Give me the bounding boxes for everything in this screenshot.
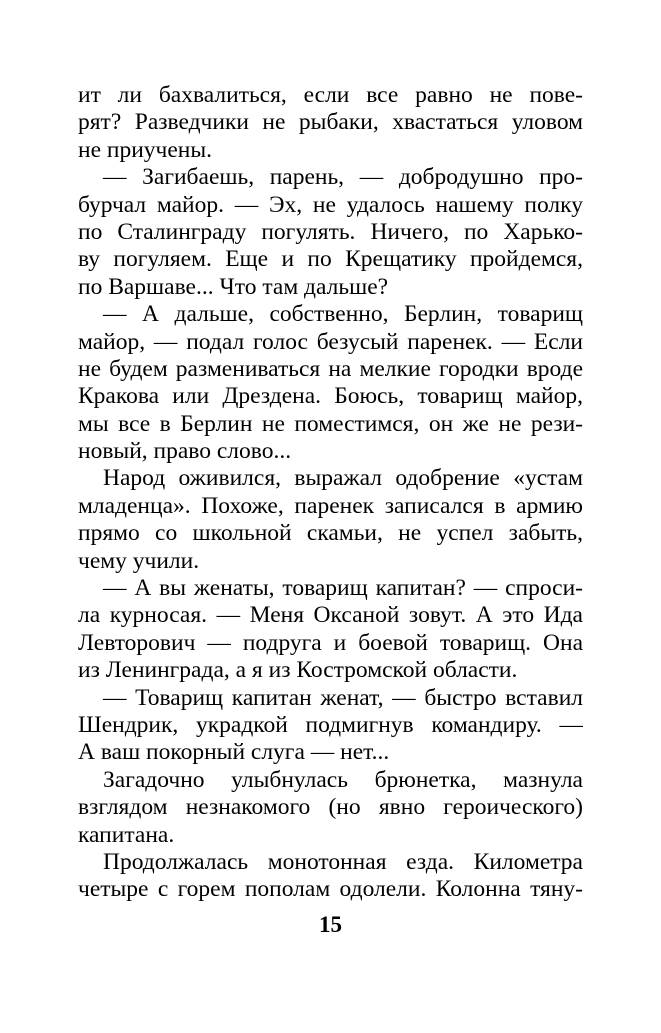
text-line: не приучены.: [78, 136, 213, 163]
text-line: ву погуляем. Еще и по Крещатику пройдемся,: [78, 246, 583, 273]
page-text: [78, 82, 583, 904]
text-line: — Товарищ капитан женат, — быстро вставил: [103, 684, 583, 711]
text-line: — Загибаешь, парень, — добродушно про-: [103, 164, 583, 191]
text-line: из Ленинграда, а я из Костромской области.: [78, 657, 518, 684]
text-line: чему учили.: [78, 547, 200, 574]
paragraph-5: [78, 575, 583, 685]
paragraph-2: [78, 164, 583, 301]
text-line: четыре с горем пополам одолели. Колонна тяну-: [78, 876, 583, 903]
text-line: — А вы женаты, товарищ капитан? — спроси-: [103, 575, 583, 602]
text-line: бурчал майор. — Эх, не удалось нашему полку: [78, 191, 583, 218]
text-line: Левторович — подруга и боевой товарищ. Она: [78, 629, 583, 656]
text-line: Кракова или Дрездена. Боюсь, товарищ майор,: [78, 383, 583, 410]
text-line: мы все в Берлин не поместимся, он же не рези-: [78, 410, 583, 437]
text-line: капитана.: [78, 821, 175, 848]
paragraph-3: [78, 301, 583, 465]
text-line: ит ли бахвалиться, если все равно не пове-: [78, 82, 583, 108]
text-line: новый, право слово...: [78, 438, 292, 465]
text-line: майор, — подал голос безусый паренек. — Если: [78, 328, 583, 355]
text-line: — А дальше, собственно, Берлин, товарищ: [103, 301, 583, 328]
text-line: рят? Разведчики не рыбаки, хвастаться уловом: [78, 109, 583, 136]
text-line: не будем размениваться на мелкие городки вроде: [78, 355, 583, 382]
text-line: по Варшаве... Что там дальше?: [78, 273, 389, 300]
text-line: ла курносая. — Меня Оксаной зовут. А это Ида: [78, 602, 583, 629]
text-line: Шендрик, украдкой подмигнув командиру. —: [78, 711, 583, 738]
page-number: 15: [319, 912, 342, 937]
paragraph-1: [78, 82, 583, 164]
text-line: взглядом незнакомого (но явно героического): [78, 794, 583, 821]
text-line: А ваш покорный слуга — нет...: [78, 739, 390, 766]
text-line: Продолжалась монотонная езда. Километра: [103, 848, 583, 875]
paragraph-4: [78, 465, 583, 575]
text-line: по Сталинграду погулять. Ничего, по Харько-: [78, 218, 583, 245]
paragraph-8: [78, 849, 583, 904]
text-line: прямо со школьной скамьи, не успел забыть,: [78, 520, 583, 547]
text-line: Загадочно улыбнулась брюнетка, мазнула: [103, 766, 583, 793]
text-line: младенца». Похоже, паренек записался в армию: [78, 492, 583, 519]
paragraph-6: [78, 685, 583, 767]
text-line: Народ оживился, выражал одобрение «устам: [103, 465, 583, 492]
paragraph-7: [78, 767, 583, 849]
